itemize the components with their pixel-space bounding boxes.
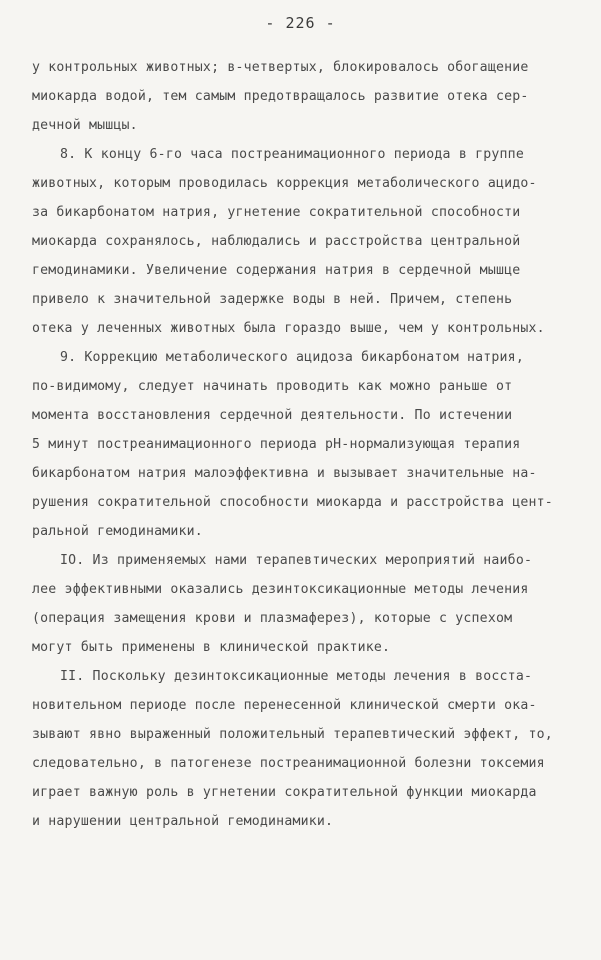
text-line: бикарбонатом натрия малоэффективна и вызывает значительные на-	[32, 466, 537, 481]
text-line: отека у леченных животных была гораздо выше, чем у контрольных.	[32, 321, 545, 336]
text-line: 5 минут постреанимационного периода рН-нормализующая терапия	[32, 437, 521, 452]
text-line: (операция замещения крови и плазмаферез), которые с успехом	[32, 611, 513, 626]
text-line: по-видимому, следует начинать проводить как можно раньше от	[32, 379, 513, 394]
text-line: и нарушении центральной гемодинамики.	[32, 814, 334, 829]
text-line: ральной гемодинамики.	[32, 524, 203, 539]
text-line: у контрольных животных; в-четвертых, блокировалось обогащение	[32, 60, 529, 75]
text-line: миокарда водой, тем самым предотвращалось развитие отека сер-	[32, 89, 529, 104]
text-line: момента восстановления сердечной деятельности. По истечении	[32, 408, 513, 423]
paragraph-10-first-line: IO. Из применяемых нами терапевтических мероприятий наибо-	[60, 553, 533, 568]
text-line: играет важную роль в угнетении сократительной функции миокарда	[32, 785, 537, 800]
page-number: - 226 -	[265, 14, 336, 32]
text-line: следовательно, в патогенезе постреанимационной болезни токсемия	[32, 756, 545, 771]
text-line: гемодинамики. Увеличение содержания натрия в сердечной мышце	[32, 263, 521, 278]
text-line: привело к значительной задержке воды в ней. Причем, степень	[32, 292, 513, 307]
text-line: рушения сократительной способности миокарда и расстройства цент-	[32, 495, 553, 510]
text-line: лее эффективными оказались дезинтоксикационные методы лечения	[32, 582, 529, 597]
text-line: животных, которым проводилась коррекция метаболического ацидо-	[32, 176, 537, 191]
text-line: могут быть применены в клинической практике.	[32, 640, 391, 655]
text-line: дечной мышцы.	[32, 118, 138, 133]
text-line: за бикарбонатом натрия, угнетение сократительной способности	[32, 205, 521, 220]
text-line: новительном периоде после перенесенной клинической смерти ока-	[32, 698, 537, 713]
paragraph-8-first-line: 8. К концу 6-го часа постреанимационного периода в группе	[60, 147, 524, 162]
text-line: зывают явно выраженный положительный терапевтический эффект, то,	[32, 727, 553, 742]
paragraph-11-first-line: II. Поскольку дезинтоксикационные методы лечения в восста-	[60, 669, 533, 684]
text-line: миокарда сохранялось, наблюдались и расстройства центральной	[32, 234, 521, 249]
paragraph-9-first-line: 9. Коррекцию метаболического ацидоза бикарбонатом натрия,	[60, 350, 524, 365]
